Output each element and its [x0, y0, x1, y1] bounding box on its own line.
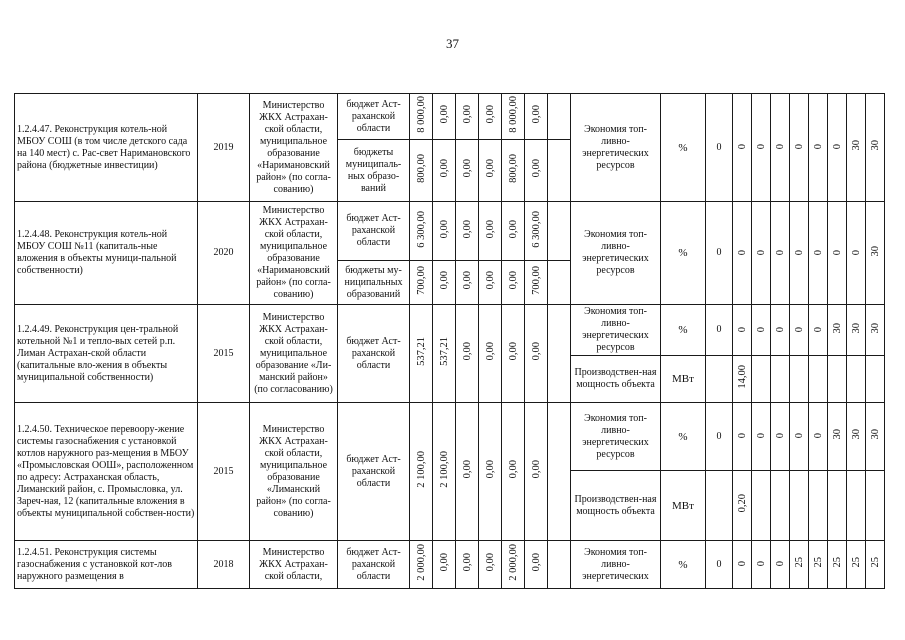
funding-amount: 0,00	[461, 271, 473, 290]
funding-amount-cell	[479, 305, 502, 403]
funding-amount-cell	[479, 140, 502, 202]
indicator-target-cell	[790, 403, 809, 471]
funding-amount-cell	[479, 261, 502, 305]
funding-amount-cell	[525, 202, 548, 261]
funding-amount-cell	[525, 261, 548, 305]
funding-empty-cell	[548, 403, 571, 541]
funding-amount: 0,00	[438, 271, 450, 290]
funding-amount-cell	[502, 140, 525, 202]
funding-amount-cell	[502, 261, 525, 305]
indicator-target-cell	[866, 305, 885, 356]
indicator-target: 0	[755, 249, 767, 255]
indicator-target-cell	[733, 403, 752, 471]
executor-cell: Министерство ЖКХ Астрахан-ской области, муниципальное образование «Лиманский район» (по согла-сованию)	[250, 403, 338, 541]
funding-amount: 0,00	[438, 219, 450, 239]
funding-amount-cell	[433, 261, 456, 305]
indicator-target-cell	[733, 471, 752, 541]
indicator-target: 0	[831, 144, 843, 150]
indicator-target: 14,00	[736, 365, 748, 389]
executor-cell: Министерство ЖКХ Астрахан-ской области,	[250, 541, 338, 589]
indicator-target-cell	[828, 202, 847, 305]
funding-amount: 6 300,00	[415, 210, 427, 248]
indicator-target-cell	[828, 403, 847, 471]
indicator-target-cell	[866, 356, 885, 403]
funding-amount: 0,00	[530, 342, 542, 361]
indicator-target: 0	[736, 561, 748, 567]
funding-amount-cell	[456, 305, 479, 403]
indicator-target: 25	[812, 557, 824, 568]
indicator-target: 0	[736, 144, 748, 150]
funding-empty-cell	[548, 261, 571, 305]
funding-amount-cell	[410, 94, 433, 140]
funding-amount-cell	[410, 202, 433, 261]
indicator-target-cell	[847, 94, 866, 202]
funding-amount-cell	[433, 541, 456, 589]
funding-amount-cell	[502, 541, 525, 589]
indicator-unit-cell: %	[661, 94, 706, 202]
funding-amount: 700,00	[530, 266, 542, 295]
indicator-target-cell	[771, 202, 790, 305]
activity-name-cell: 1.2.4.51. Реконструкция системы газоснабжения с установкой кот-лов наружного размещения в	[15, 541, 198, 589]
activity-name-cell: 1.2.4.47. Реконструкция котель-ной МБОУ СОШ (в том числе детского сада на 140 мест) с. Рас-свет Наримановского района (бюджетные инвестиции)	[15, 94, 198, 202]
indicator-base-cell	[706, 471, 733, 541]
indicator-target-cell	[771, 541, 790, 589]
funding-amount-cell	[456, 94, 479, 140]
funding-empty-cell	[548, 541, 571, 589]
indicator-target-cell	[752, 471, 771, 541]
program-activities-table	[14, 93, 885, 589]
funding-amount-cell	[525, 305, 548, 403]
table-row	[15, 403, 885, 404]
funding-amount: 0,00	[507, 271, 519, 290]
funding-amount-cell	[479, 403, 502, 541]
indicator-target-cell	[847, 471, 866, 541]
indicator-target: 25	[850, 557, 862, 568]
year-cell: 2015	[198, 403, 250, 541]
indicator-target-cell	[866, 94, 885, 202]
indicator-target: 0	[774, 561, 786, 567]
indicator-target-cell	[809, 471, 828, 541]
indicator-target-cell	[809, 403, 828, 471]
indicator-target-cell	[790, 94, 809, 202]
funding-amount: 0,00	[484, 342, 496, 361]
indicator-target: 0	[812, 326, 824, 332]
indicator-target: 0	[793, 144, 805, 150]
funding-amount-cell	[479, 202, 502, 261]
indicator-target-cell	[828, 94, 847, 202]
funding-amount: 2 000,00	[507, 544, 519, 581]
indicator-unit-cell: %	[661, 403, 706, 471]
indicator-target-cell	[771, 94, 790, 202]
indicator-name-cell: Экономия топ-ливно-энергетических ресурсов	[571, 94, 661, 202]
funding-amount: 700,00	[415, 266, 427, 295]
table-row	[15, 541, 885, 542]
activity-name-cell: 1.2.4.49. Реконструкция цен-тральной котельной №1 и тепло-вых сетей р.п. Лиман Астрахан-ской области (капитальные вло-жения в объекты муниципальной собственности)	[15, 305, 198, 403]
indicator-target: 0	[812, 433, 824, 439]
indicator-target-cell	[866, 541, 885, 589]
indicator-target-cell	[752, 94, 771, 202]
indicator-target: 0	[736, 433, 748, 439]
executor-cell: Министерство ЖКХ Астрахан-ской области, муниципальное образование «Наримановский район» (по согла-сованию)	[250, 202, 338, 305]
funding-amount: 8 000,00	[415, 96, 427, 133]
funding-amount-cell	[456, 261, 479, 305]
funding-amount-cell	[433, 305, 456, 403]
indicator-name-cell: Производствен-ная мощность объекта	[571, 356, 661, 403]
funding-empty-cell	[548, 305, 571, 403]
indicator-target: 0	[755, 144, 767, 150]
indicator-unit-cell: %	[661, 202, 706, 305]
indicator-target: 0	[755, 326, 767, 332]
indicator-target-cell	[847, 202, 866, 305]
funding-amount-cell	[456, 403, 479, 541]
table-row	[15, 305, 885, 306]
indicator-unit-cell: МВт	[661, 356, 706, 403]
indicator-target: 30	[850, 429, 862, 440]
indicator-target-cell	[828, 305, 847, 356]
indicator-name-cell: Экономия топ-ливно-энергетических ресурсов	[571, 403, 661, 471]
funding-amount-cell	[410, 140, 433, 202]
indicator-target-cell	[752, 541, 771, 589]
page-number: 37	[446, 36, 459, 51]
funding-amount-cell	[456, 541, 479, 589]
indicator-base-cell: 0	[706, 403, 733, 471]
activity-name-cell: 1.2.4.50. Техническое перевоору-жение системы газоснабжения с установкой котлов наружного раз-мещения в МБОУ «Промысловская ООШ», расположенном по адресу: Астраханская область, Лиманский район, с. Промысловка, ул. Зареч-ная, 12 (капитальные вложения в объекты муниципальной собствен-ности)	[15, 403, 198, 541]
funding-amount: 0,00	[484, 553, 496, 572]
year-cell: 2018	[198, 541, 250, 589]
funding-amount: 0,00	[461, 460, 473, 479]
funding-amount: 0,00	[507, 460, 519, 479]
indicator-target: 25	[793, 557, 805, 568]
indicator-target: 0	[774, 144, 786, 150]
table-body	[15, 94, 885, 589]
funding-amount: 0,00	[530, 460, 542, 479]
funding-amount-cell	[433, 140, 456, 202]
funding-amount-cell	[456, 140, 479, 202]
funding-source-cell: бюджет Аст-раханской области	[338, 305, 410, 403]
indicator-target: 0	[793, 326, 805, 332]
funding-amount: 0,00	[461, 219, 473, 239]
indicator-target: 0	[755, 561, 767, 567]
funding-amount: 2 100,00	[438, 451, 450, 488]
indicator-target: 0	[774, 326, 786, 332]
funding-amount-cell	[410, 541, 433, 589]
funding-amount-cell	[525, 140, 548, 202]
funding-source-cell: бюджеты му-ниципальных образований	[338, 261, 410, 305]
funding-amount: 2 000,00	[415, 544, 427, 581]
indicator-target-cell	[866, 403, 885, 471]
funding-amount: 0,00	[484, 271, 496, 290]
indicator-target-cell	[790, 202, 809, 305]
indicator-target-cell	[771, 356, 790, 403]
funding-amount-cell	[479, 541, 502, 589]
indicator-name-cell: Экономия топ-ливно-энергетических	[571, 541, 661, 589]
indicator-target-cell	[809, 541, 828, 589]
year-cell: 2015	[198, 305, 250, 403]
indicator-target: 30	[869, 322, 881, 334]
indicator-target-cell	[809, 94, 828, 202]
indicator-target-cell	[790, 356, 809, 403]
funding-amount-cell	[410, 261, 433, 305]
funding-amount: 0,00	[530, 159, 542, 178]
indicator-target-cell	[809, 202, 828, 305]
funding-source-cell: бюджеты муниципаль-ных образо-ваний	[338, 140, 410, 202]
indicator-name-cell: Производствен-ная мощность объекта	[571, 471, 661, 541]
funding-empty-cell	[548, 140, 571, 202]
indicator-base-cell: 0	[706, 541, 733, 589]
funding-amount-cell	[525, 403, 548, 541]
indicator-base-cell: 0	[706, 94, 733, 202]
indicator-target: 0	[831, 249, 843, 255]
funding-amount-cell	[433, 403, 456, 541]
funding-empty-cell	[548, 202, 571, 261]
indicator-target: 0,20	[736, 494, 748, 513]
indicator-target: 25	[869, 557, 881, 568]
indicator-target: 30	[869, 245, 881, 257]
funding-amount: 0,00	[507, 219, 519, 239]
funding-amount: 0,00	[461, 159, 473, 178]
funding-amount: 0,00	[438, 553, 450, 572]
indicator-base-cell: 0	[706, 202, 733, 305]
indicator-target-cell	[790, 305, 809, 356]
year-cell: 2020	[198, 202, 250, 305]
indicator-unit-cell: %	[661, 305, 706, 356]
indicator-target-cell	[752, 403, 771, 471]
funding-amount: 0,00	[461, 105, 473, 124]
funding-amount-cell	[502, 94, 525, 140]
indicator-target-cell	[733, 541, 752, 589]
indicator-target: 0	[793, 433, 805, 439]
indicator-target: 0	[774, 249, 786, 255]
funding-amount: 0,00	[438, 105, 450, 124]
indicator-target-cell	[752, 202, 771, 305]
indicator-target-cell	[733, 305, 752, 356]
indicator-target-cell	[809, 305, 828, 356]
funding-source-cell: бюджет Аст-раханской области	[338, 202, 410, 261]
funding-amount: 537,21	[438, 337, 450, 366]
funding-amount: 0,00	[484, 159, 496, 178]
indicator-target: 30	[831, 322, 843, 334]
funding-amount: 8 000,00	[507, 96, 519, 133]
indicator-target-cell	[828, 471, 847, 541]
indicator-target-cell	[847, 541, 866, 589]
indicator-unit-cell: МВт	[661, 471, 706, 541]
funding-amount: 800,00	[415, 154, 427, 183]
indicator-target-cell	[809, 356, 828, 403]
indicator-target: 30	[850, 322, 862, 334]
indicator-target: 0	[736, 249, 748, 255]
indicator-target-cell	[866, 202, 885, 305]
funding-amount-cell	[410, 305, 433, 403]
funding-amount: 0,00	[530, 553, 542, 572]
indicator-base-cell: 0	[706, 305, 733, 356]
table-row	[15, 94, 885, 95]
indicator-target-cell	[733, 356, 752, 403]
indicator-target-cell	[733, 202, 752, 305]
funding-amount: 0,00	[438, 159, 450, 178]
funding-amount: 800,00	[507, 154, 519, 183]
indicator-name-cell: Экономия топ-ливно-энергетических ресурсов	[571, 305, 661, 356]
indicator-target-cell	[828, 541, 847, 589]
indicator-target-cell	[790, 541, 809, 589]
funding-amount-cell	[525, 94, 548, 140]
funding-amount-cell	[433, 94, 456, 140]
funding-empty-cell	[548, 94, 571, 140]
funding-amount-cell	[456, 202, 479, 261]
indicator-name-cell: Экономия топ-ливно-энергетических ресурсов	[571, 202, 661, 305]
indicator-target-cell	[828, 356, 847, 403]
executor-cell: Министерство ЖКХ Астрахан-ской области, муниципальное образование «Ли-манский район» (по согласованию)	[250, 305, 338, 403]
funding-amount-cell	[502, 305, 525, 403]
indicator-target-cell	[847, 305, 866, 356]
indicator-target: 30	[831, 429, 843, 440]
funding-amount-cell	[479, 94, 502, 140]
indicator-target-cell	[752, 305, 771, 356]
funding-amount-cell	[502, 403, 525, 541]
funding-amount: 0,00	[507, 342, 519, 361]
funding-amount-cell	[502, 202, 525, 261]
funding-amount: 6 300,00	[530, 210, 542, 248]
funding-amount: 0,00	[484, 460, 496, 479]
funding-source-cell: бюджет Аст-раханской области	[338, 403, 410, 541]
indicator-target: 0	[755, 433, 767, 439]
executor-cell: Министерство ЖКХ Астрахан-ской области, муниципальное образование «Наримановский район» (по согла-сованию)	[250, 94, 338, 202]
indicator-target: 25	[831, 557, 843, 568]
funding-source-cell: бюджет Аст-раханской области	[338, 94, 410, 140]
indicator-target: 0	[850, 249, 862, 255]
funding-amount-cell	[525, 541, 548, 589]
indicator-target-cell	[771, 305, 790, 356]
indicator-target: 30	[850, 140, 862, 151]
funding-amount: 537,21	[415, 337, 427, 366]
funding-amount: 0,00	[461, 553, 473, 572]
indicator-target-cell	[771, 403, 790, 471]
indicator-target-cell	[790, 471, 809, 541]
funding-amount: 2 100,00	[415, 451, 427, 488]
indicator-target: 30	[869, 429, 881, 440]
indicator-target-cell	[771, 471, 790, 541]
indicator-target-cell	[847, 403, 866, 471]
indicator-target: 0	[793, 249, 805, 255]
indicator-target-cell	[847, 356, 866, 403]
funding-amount-cell	[410, 403, 433, 541]
indicator-target: 0	[736, 326, 748, 332]
indicator-target: 30	[869, 140, 881, 151]
year-cell: 2019	[198, 94, 250, 202]
activity-name-cell: 1.2.4.48. Реконструкция котель-ной МБОУ СОШ №11 (капиталь-ные вложения в объекты муници-пальной собственности)	[15, 202, 198, 305]
indicator-base-cell	[706, 356, 733, 403]
indicator-target: 0	[812, 249, 824, 255]
indicator-target-cell	[752, 356, 771, 403]
indicator-target-cell	[866, 471, 885, 541]
table-row	[15, 202, 885, 203]
funding-amount: 0,00	[484, 219, 496, 239]
indicator-target-cell	[733, 94, 752, 202]
funding-amount: 0,00	[461, 342, 473, 361]
funding-amount-cell	[433, 202, 456, 261]
funding-amount: 0,00	[484, 105, 496, 124]
funding-amount: 0,00	[530, 105, 542, 124]
indicator-target: 0	[774, 433, 786, 439]
funding-source-cell: бюджет Аст-раханской области	[338, 541, 410, 589]
indicator-unit-cell: %	[661, 541, 706, 589]
indicator-target: 0	[812, 144, 824, 150]
